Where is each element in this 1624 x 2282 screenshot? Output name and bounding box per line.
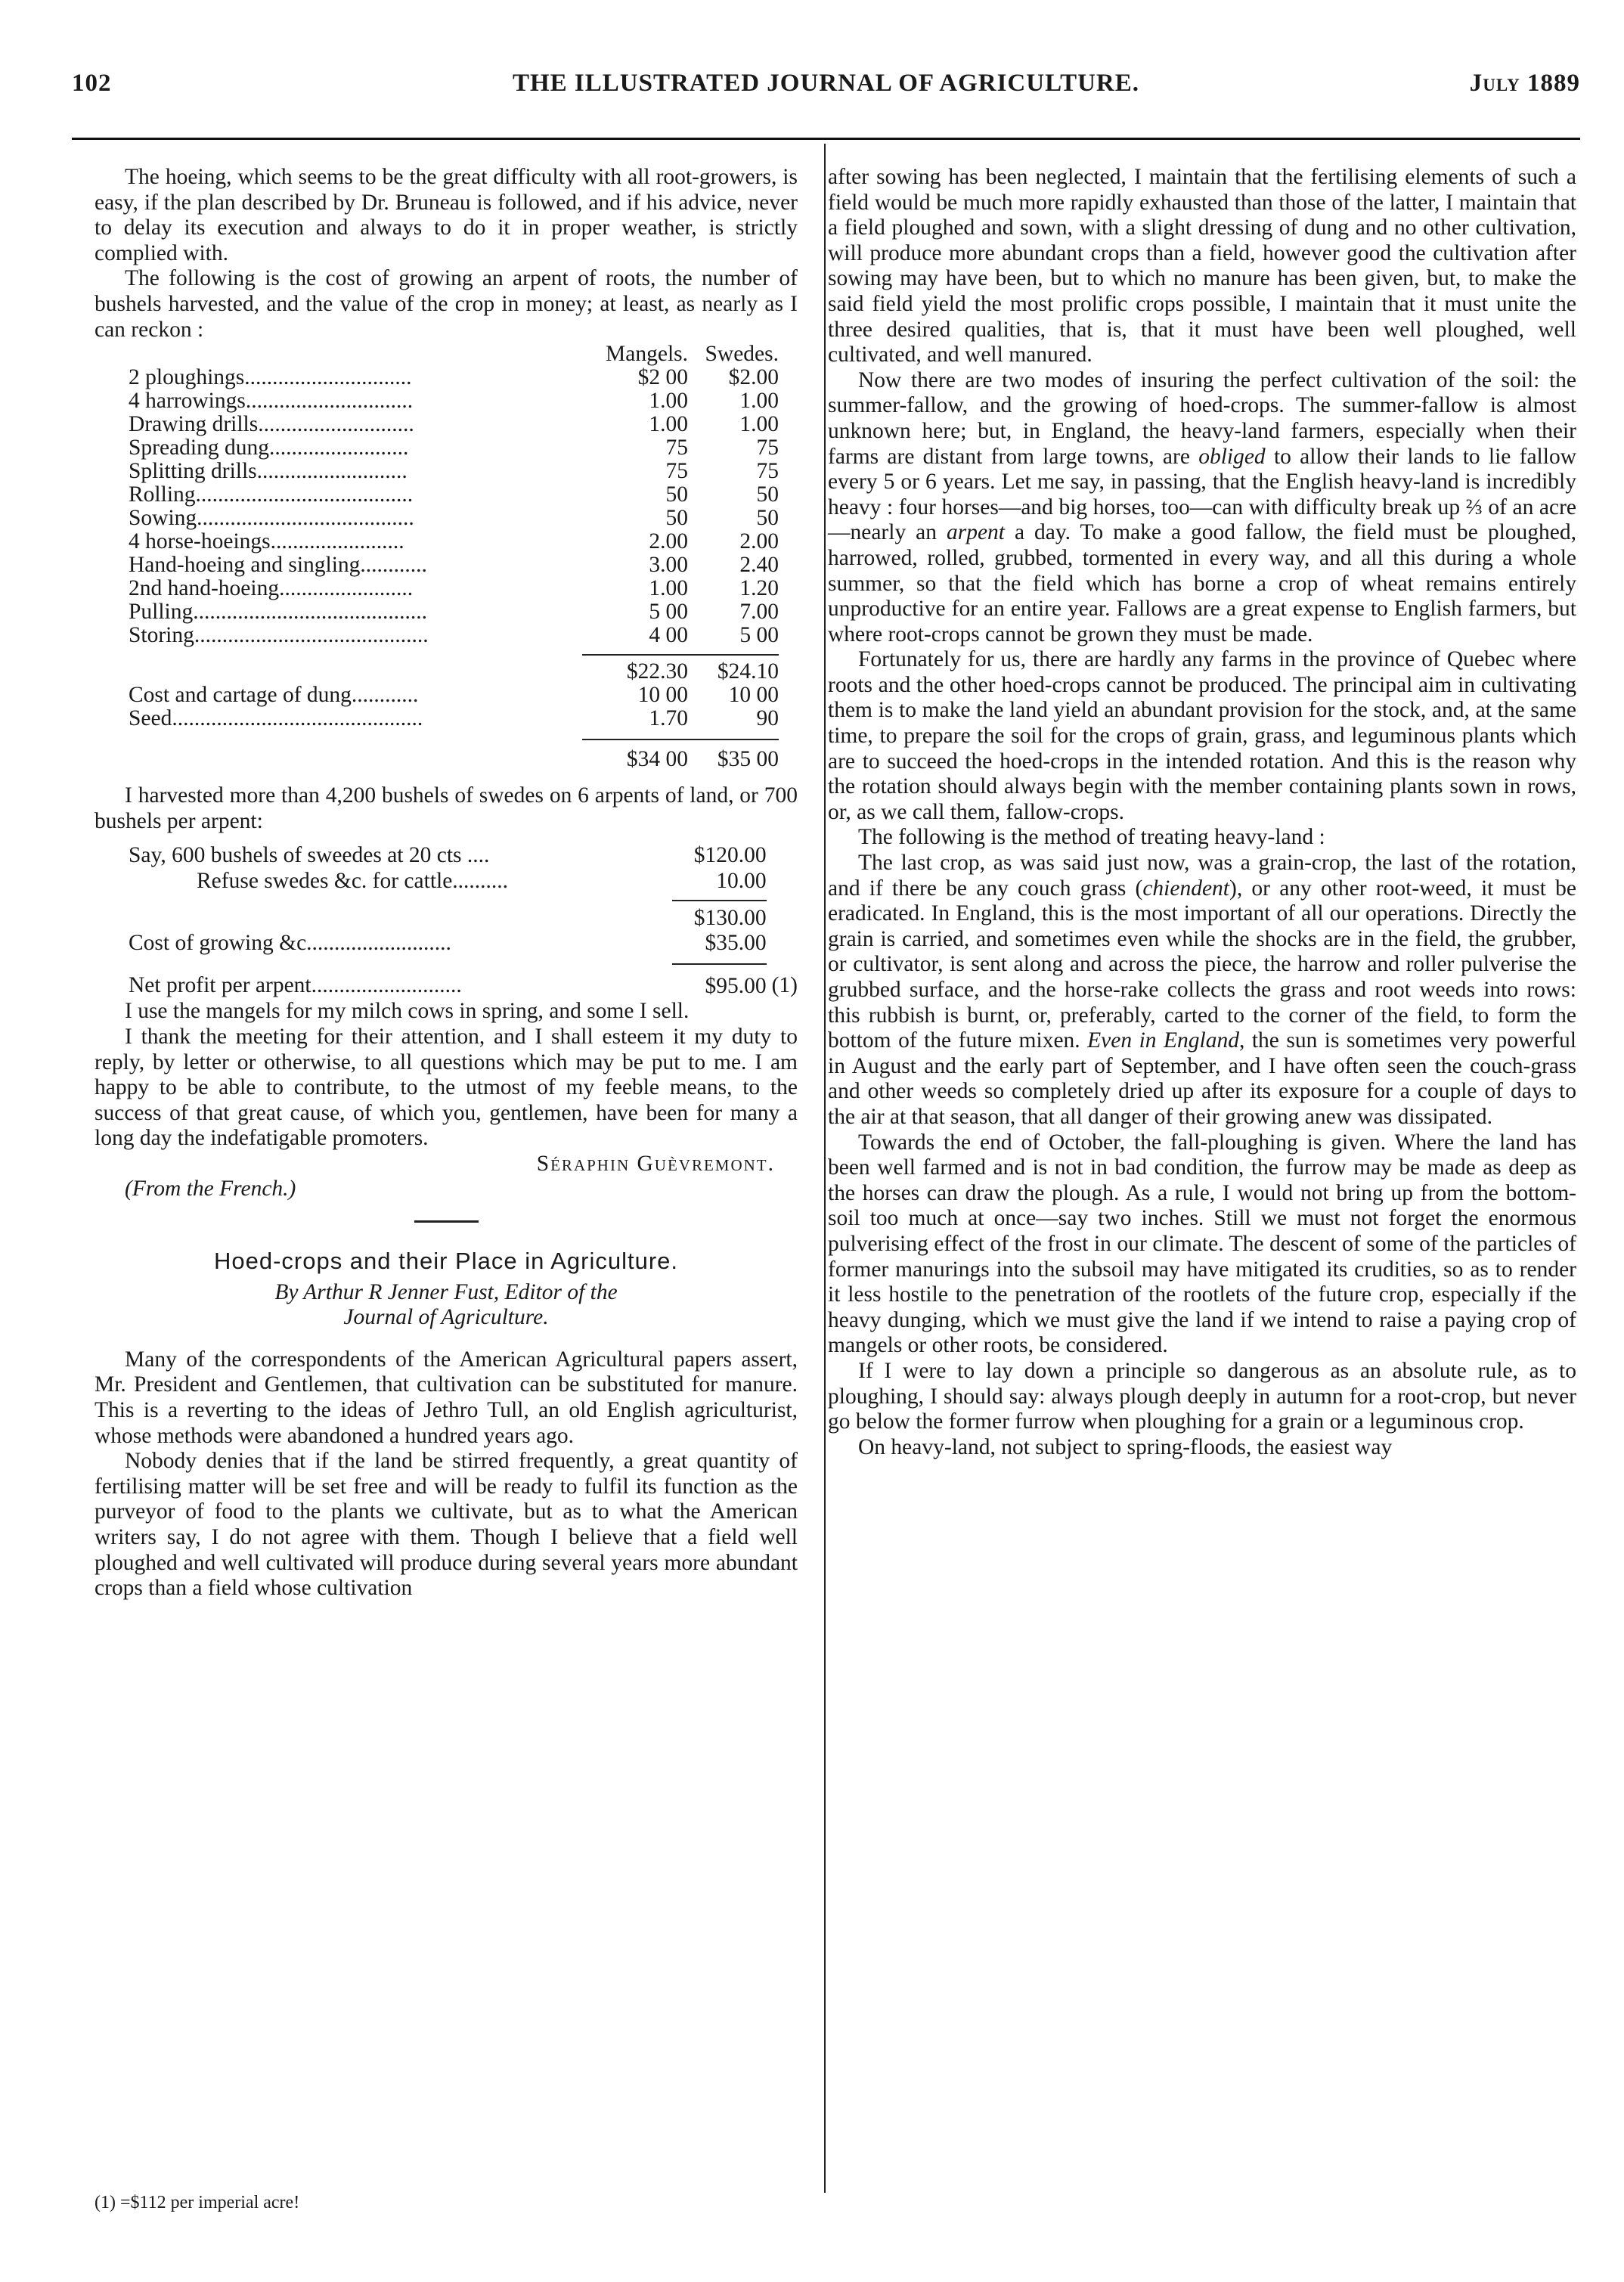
table-row — [95, 707, 779, 730]
text-run: to allow their lands to lie fallow every 5 or 6 years. Let me say, in passing, that the English heavy-land is incredibly heavy : four horses—and big horses, too—can with difficulty break up ⅔ of an acre—nearly an — [828, 444, 1577, 545]
signature: Séraphin Guèvremont. — [536, 1151, 775, 1176]
row-label: Drawing drills............................ — [129, 412, 414, 437]
paragraph: I harvested more than 4,200 bushels of swedes on 6 arpents of land, or 700 bushels per arpent: — [95, 783, 798, 833]
row-label: Say, 600 bushels of sweedes at 20 cts .... — [129, 843, 490, 868]
cost-table — [95, 343, 779, 771]
swedes-value: 10 00 — [728, 683, 779, 708]
row-value: $35.00 — [705, 931, 767, 956]
paragraph: The following is the method of treating heavy-land : — [858, 825, 1325, 850]
footnote-ref: (1) — [771, 972, 798, 997]
row-label: Pulling.......................................... — [129, 600, 427, 625]
swedes-value: 75 — [756, 459, 779, 484]
row-label: Cost of growing &c.......................... — [129, 931, 451, 956]
row-label: Hand-hoeing and singling............ — [129, 553, 427, 578]
swedes-value: 1.00 — [739, 389, 779, 414]
italic-word: arpent — [946, 520, 1005, 545]
table-row — [95, 366, 779, 389]
swedes-value: 90 — [756, 706, 779, 731]
italic-word: obliged — [1198, 444, 1266, 469]
swedes-value: 5 00 — [739, 623, 779, 648]
swedes-value: 7.00 — [739, 600, 779, 625]
swedes-value: 50 — [756, 482, 779, 507]
swedes-value: $2.00 — [728, 365, 779, 390]
mangels-value: 1.00 — [649, 576, 688, 601]
mangels-value: 50 — [665, 482, 688, 507]
swedes-value: 1.20 — [739, 576, 779, 601]
row-label: Sowing....................................... — [129, 506, 414, 531]
paragraph: On heavy-land, not subject to spring-floods, the easiest way — [858, 1434, 1393, 1459]
profit-table — [95, 843, 798, 999]
italic-word: chiendent — [1142, 876, 1230, 901]
row-label: Spreading dung......................... — [129, 436, 409, 460]
mangels-value: 10 00 — [637, 683, 688, 708]
paragraph — [828, 851, 1576, 1130]
cost-table-header — [95, 343, 779, 366]
section-divider — [414, 1220, 479, 1223]
mangels-value: 1.00 — [649, 389, 688, 414]
table-row — [95, 600, 779, 624]
total-row — [95, 739, 779, 771]
text-run: ), or any other root-weed, it must be eradicated. In England, this is the most important of all our operations. Directly the grain is carried, and sometimes even while the shocks are in the field, the grubber, or cultivator, is sent along and across the piece, the harrow and roller pulverise the grubbed surface, and the horse-rake collects the grass and root weeds into rows: this rubbish is burnt, or, preferably, carted to the corner of the field, to form the bottom of the future mixen. — [828, 876, 1576, 1053]
swedes-subtotal: $24.10 — [688, 655, 779, 684]
article-byline: Journal of Agriculture. — [343, 1305, 549, 1330]
table-row — [95, 389, 779, 413]
italic-word: Even in England — [1087, 1028, 1239, 1053]
subtotal-row — [95, 901, 798, 932]
table-row — [95, 869, 798, 895]
table-row — [95, 413, 779, 436]
table-row — [95, 624, 779, 647]
row-label: 2 ploughings.............................. — [129, 365, 412, 390]
mangels-value: 1.00 — [649, 412, 688, 437]
paragraph: If I were to lay down a principle so dangerous as an absolute rule, as to ploughing, I should say: always plough deeply in autumn for a root-crop, but never go below the former furrow when ploughing for a grain or a leguminous crop. — [828, 1358, 1576, 1434]
swedes-total: $35 00 — [688, 739, 779, 771]
row-label: 2nd hand-hoeing........................ — [129, 576, 414, 601]
right-column — [828, 165, 1576, 1460]
row-value: $130.00 — [672, 901, 767, 932]
left-column — [95, 165, 798, 1601]
paragraph: Fortunately for us, there are hardly any farms in the province of Quebec where roots and the other hoed-crops cannot be produced. The principal aim in cultivating them is to make the land yield an abundant provision for the stock, and, at the same time, to prepare the soil for the crops of grain, grass, and leguminous plants which are to succeed the hoed-crops in the intended rotation. And this is the reason why the rotation should always begin with the member containing plants sown in rows, or, as we call them, fallow-crops. — [828, 647, 1576, 824]
column-header-mangels: Mangels. — [606, 342, 688, 367]
row-label: 4 horse-hoeings........................ — [129, 529, 404, 554]
swedes-value: 2.40 — [739, 553, 779, 578]
issue-date: July 1889 — [1469, 70, 1580, 97]
text-run: , the sun is sometimes very powerful in August and the early part of September, and I have often seen the couch-grass and other weeds so completely dried up after its exposure for a couple of days to the air at that season, that all danger of their growing anew was dissipated. — [828, 1028, 1577, 1129]
table-row — [95, 553, 779, 577]
swedes-value: 75 — [756, 436, 779, 460]
row-label: 4 harrowings.............................. — [129, 389, 414, 414]
row-label: Net profit per arpent........................... — [129, 972, 462, 997]
row-label: Cost and cartage of dung............ — [129, 683, 419, 708]
article-byline: By Arthur R Jenner Fust, Editor of the — [274, 1279, 618, 1304]
table-row — [95, 843, 798, 869]
table-row — [95, 577, 779, 600]
footnote-text: (1) =$112 per imperial acre! — [95, 2193, 300, 2212]
row-value: 10.00 — [716, 868, 767, 893]
row-label: Storing.......................................... — [129, 623, 429, 648]
column-header-swedes: Swedes. — [705, 342, 779, 367]
paragraph: I thank the meeting for their attention, and I shall esteem it my duty to reply, by letter or otherwise, to all questions which may be put to me. I am happy to be able to contribute, to the utmost of my feeble means, to the success of that great cause, of which you, gentlemen, have been for many a long day the indefatigable promoters. — [95, 1024, 798, 1151]
column-divider — [824, 144, 826, 2193]
page-number: 102 — [72, 70, 112, 97]
table-row — [95, 507, 779, 530]
table-row — [95, 530, 779, 553]
page-header — [72, 70, 1580, 115]
mangels-value: 3.00 — [649, 553, 688, 578]
net-profit-row — [95, 964, 798, 1000]
swedes-value: 50 — [756, 506, 779, 531]
paragraph: The hoeing, which seems to be the great difficulty with all root-growers, is easy, if the plan described by Dr. Bruneau is followed, and if his advice, never to delay its execution and always to do it in proper weather, is strictly complied with. — [95, 165, 798, 265]
mangels-total: $34 00 — [582, 739, 688, 771]
row-value: $120.00 — [693, 843, 767, 868]
paragraph — [828, 368, 1576, 648]
mangels-subtotal: $22.30 — [582, 655, 688, 684]
swedes-value: 1.00 — [739, 412, 779, 437]
subtotal-row — [95, 655, 779, 684]
row-label: Rolling....................................... — [129, 482, 414, 507]
paragraph: after sowing has been neglected, I maintain that the fertilising elements of such a field would be much more rapidly exhausted than those of the latter, I maintain that a field ploughed and sown, with a slight dressing of dung and no other cultivation, will produce more abundant crops than a field, however good the cultivation after sowing may have been, but to which no manure has been given, but, to make the said field yield the most prolific crops possible, I maintain that it must unite the three desired qualities, that is, that it must have been well ploughed, well cultivated, and well manured. — [828, 165, 1576, 367]
paragraph: The following is the cost of growing an arpent of roots, the number of bushels harvested, and the value of the crop in money; at least, as nearly as I can reckon : — [95, 266, 798, 342]
footnote — [95, 2193, 299, 2213]
swedes-value: 2.00 — [739, 529, 779, 554]
row-label: Splitting drills........................... — [129, 459, 408, 484]
paragraph: Towards the end of October, the fall-ploughing is given. Where the land has been well farmed and is not in bad condition, the furrow may be made as deep as the horses can draw the plough. As a rule, I would not bring up from the bottom-soil too much at once—say two inches. Still we must not forget the enormous pulverising effect of the frost in our climate. The descent of some of the particles of former manurings into the subsoil may have mitigated its crudities, so as to render it less hostile to the penetration of the rootlets of the future crop, especially if the heavy dunging, which we must give the land if we intend to raise a paying crop of mangels or other roots, be considered. — [828, 1130, 1576, 1358]
mangels-value: 1.70 — [649, 706, 688, 731]
header-rule — [72, 138, 1580, 140]
mangels-value: 2.00 — [649, 529, 688, 554]
table-row — [95, 684, 779, 707]
table-row — [95, 460, 779, 483]
paragraph: Many of the correspondents of the American Agricultural papers assert, Mr. President and Gentlemen, that cultivation can be substituted for manure. This is a reverting to the ideas of Jethro Tull, an old English agriculturist, whose methods were abandoned a hundred years ago. — [95, 1347, 798, 1448]
article-title: Hoed-crops and their Place in Agriculture. — [213, 1248, 679, 1275]
table-row — [95, 931, 798, 957]
text-run: Now there are two modes of insuring the perfect cultivation of the soil: the summer-fallow, and the growing of hoed-crops. The summer-fallow is almost unknown here; but, in England, the heavy-land farmers, especially when their farms are distant from large towns, are — [828, 367, 1576, 469]
mangels-value: 50 — [665, 506, 688, 531]
text-run: The last crop, as was said just now, was a grain-crop, the last of the rotation, and if there be any couch grass ( — [828, 851, 1576, 901]
mangels-value: 75 — [665, 436, 688, 460]
table-row — [95, 483, 779, 507]
mangels-value: 4 00 — [649, 623, 688, 648]
row-value: $95.00 — [672, 964, 767, 1000]
text-run: a day. To make a good fallow, the field must be ploughed, harrowed, rolled, grubbed, tormented in every way, and all this during a whole summer, so that the field which has borne a crop of wheat remains entirely unproductive for an entire year. Fallows are a great expense to English farmers, but where root-crops cannot be grown they must be made. — [828, 520, 1577, 646]
paragraph: Nobody denies that if the land be stirred frequently, a great quantity of fertilising matter will be set free and will be ready to fulfil its function as the purveyor of food to the plants we cultivate, but as to what the American writers say, I do not agree with them. Though I believe that a field well ploughed and well cultivated will produce during several years more abundant crops than a field whose cultivation — [95, 1449, 798, 1601]
paragraph: I use the mangels for my milch cows in spring, and some I sell. — [125, 999, 690, 1024]
table-row — [95, 436, 779, 460]
row-label: Refuse swedes &c. for cattle.......... — [197, 868, 509, 893]
mangels-value: 5 00 — [649, 600, 688, 625]
journal-title: THE ILLUSTRATED JOURNAL OF AGRICULTURE. — [512, 70, 1140, 97]
mangels-value: $2 00 — [637, 365, 688, 390]
mangels-value: 75 — [665, 459, 688, 484]
source-note: (From the French.) — [125, 1177, 296, 1201]
row-label: Seed............................................. — [129, 706, 423, 731]
